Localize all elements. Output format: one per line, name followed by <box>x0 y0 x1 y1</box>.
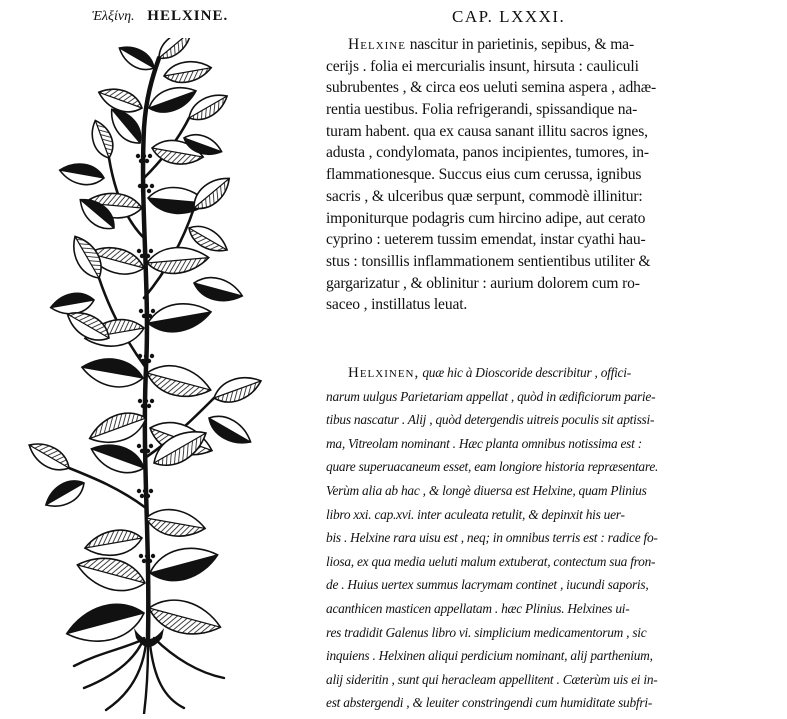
leaf <box>83 526 144 560</box>
leaf <box>74 550 149 597</box>
flower-cluster <box>140 449 144 453</box>
leaf <box>115 41 158 76</box>
line-text: quare superuacaneum esset, eam longiore historia repræsentare. <box>326 459 659 475</box>
leaf <box>146 299 214 337</box>
flower-cluster <box>148 154 152 158</box>
leaf <box>210 371 264 408</box>
lead-word: Helxinen, <box>348 365 420 381</box>
leaf <box>146 540 221 587</box>
text-line <box>326 34 781 56</box>
flower-cluster <box>140 494 144 498</box>
line-text: libro xxi. cap.xvi. inter aculeata retulit, & depinxit his uer- <box>326 506 625 522</box>
flower-cluster <box>149 489 153 493</box>
flower-cluster <box>148 559 152 563</box>
leaf <box>85 406 150 451</box>
line-text: bis . Helxine rara uisu est , neq; in omnibus terris est : radice fo- <box>326 530 658 546</box>
text-line <box>326 644 781 668</box>
chapter-heading: CAP. LXXXI. <box>452 7 566 26</box>
leaf <box>144 505 208 541</box>
flower-cluster <box>150 399 154 403</box>
leaf <box>87 437 148 479</box>
line-text: narum uulgus Parietariam appellat , quòd in ædificiorum parie- <box>326 388 656 404</box>
text-line <box>326 597 781 621</box>
greek-plant-name: Ἑλξίνη. <box>92 9 135 24</box>
flower-cluster <box>145 554 149 558</box>
text-line <box>326 251 781 273</box>
lead-word: Helxine <box>348 36 406 53</box>
flower-cluster <box>139 159 143 163</box>
leaf <box>145 593 225 642</box>
text-line <box>326 229 781 251</box>
line-text: tibus nascatur . Alij , quòd detergendis uitreis poculis sit aptissi- <box>326 412 655 428</box>
text-line <box>326 294 781 316</box>
flower-cluster <box>137 249 141 253</box>
line-text: turam habent. qua ex causa sanant illitu sacros ignes, <box>326 122 648 140</box>
flower-cluster <box>142 559 146 563</box>
text-line <box>326 164 781 186</box>
line-text: ma, Vitreolam nominant . Hæc planta omnibus notissima est : <box>326 435 642 451</box>
flower-cluster <box>147 189 151 193</box>
line-text: stus : tonsillis inflammationem sentientibus utiliter & <box>326 252 651 270</box>
line-text: cyprino : ueterem tussim emendat, instar cyathi hau- <box>326 231 646 249</box>
flower-cluster <box>143 489 147 493</box>
line-text: flammationesque. Succus eius cum cerussa, ignibus <box>326 166 642 184</box>
leaf <box>41 474 89 513</box>
latin-plant-name: HELXINE. <box>147 8 229 24</box>
root <box>154 638 224 678</box>
flower-cluster <box>146 494 150 498</box>
line-text: alij sideritin , sunt qui heracleam appellitent . Cæterùm uis ei in- <box>326 671 658 687</box>
line-text: inquiens . Helxinen aliqui perdicium nominant, alij parthenium, <box>326 648 653 664</box>
line-text: saceo , instillatus leuat. <box>326 296 468 314</box>
flower-cluster <box>147 359 151 363</box>
flower-cluster <box>138 184 142 188</box>
text-line <box>326 432 781 456</box>
root <box>74 640 142 666</box>
flower-cluster <box>149 444 153 448</box>
dioscorides-paragraph <box>326 34 781 316</box>
text-line <box>326 573 781 597</box>
text-line <box>326 385 781 409</box>
leaf <box>162 58 213 86</box>
root <box>150 644 184 708</box>
line-text: subrubentes , & circa eos ueluti semina aspera , adhæ- <box>326 79 657 97</box>
flower-cluster <box>145 159 149 163</box>
flower-cluster <box>139 309 143 313</box>
line-text: imponiturque podagris cum hircino adipe, aut cerato <box>326 209 646 227</box>
flower-cluster <box>137 444 141 448</box>
text-line <box>326 77 781 99</box>
text-line <box>326 526 781 550</box>
plant-figure <box>24 38 264 714</box>
flower-cluster <box>148 314 152 318</box>
flower-cluster <box>146 254 150 258</box>
text-line <box>326 121 781 143</box>
flower-cluster <box>138 354 142 358</box>
commentary-paragraph <box>326 361 781 715</box>
line-text: Verùm alia ab hac , & longè diuersa est Helxine, quam Plinius <box>326 482 647 498</box>
line-text: quæ hic à Dioscoride describitur , offici- <box>422 365 631 380</box>
line-text: rentia uestibus. Folia refrigerandi, spissandique na- <box>326 101 638 119</box>
flower-cluster <box>141 189 145 193</box>
leaf <box>146 245 210 276</box>
text-line <box>326 208 781 230</box>
flower-cluster <box>139 554 143 558</box>
flower-cluster <box>150 354 154 358</box>
flower-cluster <box>143 444 147 448</box>
flower-cluster <box>141 359 145 363</box>
flower-cluster <box>149 249 153 253</box>
flower-cluster <box>146 449 150 453</box>
root <box>106 643 146 710</box>
right-column <box>322 0 784 719</box>
text-line <box>326 455 781 479</box>
flower-cluster <box>145 309 149 313</box>
left-column <box>0 0 320 719</box>
flower-cluster <box>144 399 148 403</box>
line-text: sacris , & ulceribus quæ serpunt, commodè illinitur: <box>326 187 643 205</box>
line-text: de . Huius uertex summus lacrymam continet , iucundi saporis, <box>326 577 649 593</box>
flower-cluster <box>150 184 154 188</box>
flower-cluster <box>142 154 146 158</box>
text-line <box>326 668 781 692</box>
leaf <box>191 273 245 307</box>
plant-name-heading <box>92 8 228 25</box>
flower-cluster <box>143 249 147 253</box>
flower-cluster <box>138 399 142 403</box>
flower-cluster <box>144 184 148 188</box>
line-text: gargarizatur , & oblinitur : aurium dolorem cum ro- <box>326 274 640 292</box>
leaf <box>80 354 146 391</box>
line-text: est abstergendi , & leuiter constringendi cum humiditate subfri- <box>326 695 653 711</box>
text-line <box>326 361 781 385</box>
flower-cluster <box>144 354 148 358</box>
text-line <box>326 550 781 574</box>
line-text: adusta , condylomata, panos incipientes, tumores, in- <box>326 144 649 162</box>
line-text: liosa, ex qua media ueluti malum extuberat, contectum sua fron- <box>326 553 656 569</box>
line-text: nascitur in parietinis, sepibus, & ma- <box>409 36 634 53</box>
text-line <box>326 56 781 78</box>
line-text: res tradidit Galenus libro vi. simplicium medicamentorum , sic <box>326 624 647 640</box>
text-line <box>326 273 781 295</box>
text-line <box>326 621 781 645</box>
text-line <box>326 408 781 432</box>
text-line <box>326 479 781 503</box>
flower-cluster <box>151 309 155 313</box>
flower-cluster <box>142 314 146 318</box>
plant-woodcut-illustration <box>14 38 314 714</box>
leaf <box>24 436 74 476</box>
text-line <box>326 503 781 527</box>
flower-cluster <box>140 254 144 258</box>
text-line <box>326 99 781 121</box>
leaf <box>58 160 106 187</box>
flower-cluster <box>141 404 145 408</box>
line-text: cerijs . folia ei mercurialis insunt, hirsuta : cauliculi <box>326 57 639 75</box>
line-text: acanthicen masticen appellatam . hæc Plinius. Helxines ui- <box>326 600 630 616</box>
text-line <box>326 691 781 715</box>
flower-cluster <box>151 554 155 558</box>
flower-cluster <box>137 489 141 493</box>
leaf <box>204 409 256 450</box>
leaf <box>143 359 214 404</box>
text-line <box>326 186 781 208</box>
text-line <box>326 142 781 164</box>
flower-cluster <box>147 404 151 408</box>
flower-cluster <box>136 154 140 158</box>
